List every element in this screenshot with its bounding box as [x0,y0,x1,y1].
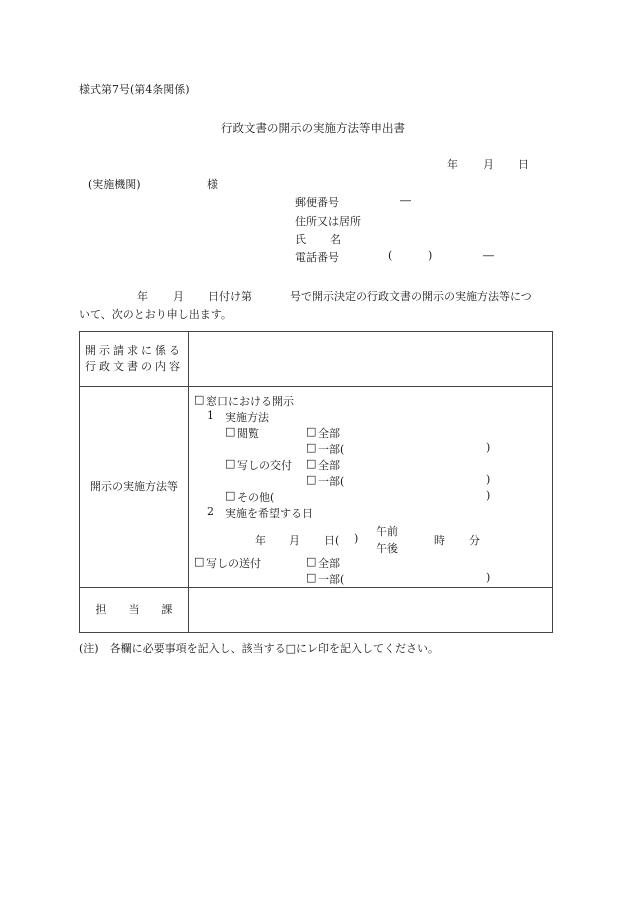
copy-mail-all-label: 全部 [318,557,340,570]
application-form-table [79,331,553,633]
other-label: その他( [237,491,275,504]
other-checkbox[interactable]: □ [225,489,236,502]
viewing-all-checkbox[interactable]: □ [306,425,317,438]
method-label: 開示の実施方法等 [90,480,178,494]
document-content-label [80,332,189,387]
copy-mail-part-checkbox[interactable]: □ [306,571,317,584]
viewing-part-paren-close: ) [486,441,491,454]
department-field[interactable] [189,588,553,633]
desired-date-paren-close: ) [354,532,359,545]
copy-delivery-all-checkbox[interactable]: □ [306,457,317,470]
department-label: 担 当 課 [95,603,173,617]
phone-label: 電話番号 [295,251,339,264]
date-year-label: 年 [447,158,458,171]
postal-code-dash: ― [400,194,411,207]
viewing-part-checkbox[interactable]: □ [306,441,317,454]
copy-delivery-checkbox[interactable]: □ [225,457,236,470]
document-title: 行政文書の開示の実施方法等申出書 [221,121,405,135]
counter-disclosure-checkbox[interactable]: □ [194,393,205,406]
am-label: 午前 [376,525,398,538]
body-day-number-label: 日付け第 [208,290,252,303]
body-text-line2: いて、次のとおり申し出ます。 [79,308,232,321]
copy-mail-label: 写しの送付 [206,557,261,570]
document-content-label-line1: 開示請求に係る [85,344,183,358]
copy-mail-all-checkbox[interactable]: □ [306,555,317,568]
pm-label: 午後 [376,542,398,555]
desired-minute-label: 分 [469,534,480,547]
document-content-field[interactable] [189,332,553,387]
footnote: (注) 各欄に必要事項を記入し、該当する□にレ印を記入してください。 [79,642,439,655]
document-content-label-line2: 行政文書の内容 [85,360,183,373]
name-label-first: 氏 [295,233,306,246]
item1-number: 1 [207,409,214,422]
copy-delivery-part-label: 一部( [318,475,345,488]
desired-date-day-label: 日( [324,534,340,547]
copy-delivery-all-label: 全部 [318,459,340,472]
phone-dash: ― [483,249,494,262]
desired-date-year-label: 年 [255,534,266,547]
form-number: 様式第7号(第4条関係) [79,83,190,96]
date-month-label: 月 [483,158,494,171]
phone-paren-open: ( [388,249,393,262]
phone-paren-close: ) [428,249,433,262]
copy-delivery-label: 写しの交付 [237,459,292,472]
copy-delivery-part-checkbox[interactable]: □ [306,473,317,486]
copy-mail-part-paren-close: ) [486,571,491,584]
other-paren-close: ) [486,489,491,502]
address-label: 住所又は居所 [295,215,361,228]
viewing-all-label: 全部 [318,427,340,440]
copy-mail-part-label: 一部( [318,573,345,586]
copy-mail-checkbox[interactable]: □ [194,555,205,568]
item2-label: 実施を希望する日 [225,507,313,520]
viewing-label: 閲覧 [237,427,259,440]
desired-hour-label: 時 [434,534,445,547]
viewing-part-label: 一部( [318,443,345,456]
copy-delivery-part-paren-close: ) [486,473,491,486]
body-text-line1: 号で開示決定の行政文書の開示の実施方法等につ [290,290,532,303]
body-month-label: 月 [173,290,184,303]
department-label-cell [80,588,189,633]
name-label-second: 名 [330,233,341,246]
date-day-label: 日 [518,158,529,171]
method-label-cell [80,387,189,588]
method-field [189,387,553,588]
body-year-label: 年 [137,290,148,303]
addressee-agency: (実施機関) [88,178,141,191]
postal-code-label: 郵便番号 [295,196,339,209]
item2-number: 2 [207,505,214,518]
addressee-honorific: 様 [207,178,218,191]
desired-date-month-label: 月 [289,534,300,547]
item1-label: 実施方法 [225,411,269,424]
counter-disclosure-label: 窓口における開示 [206,395,294,408]
viewing-checkbox[interactable]: □ [225,425,236,438]
